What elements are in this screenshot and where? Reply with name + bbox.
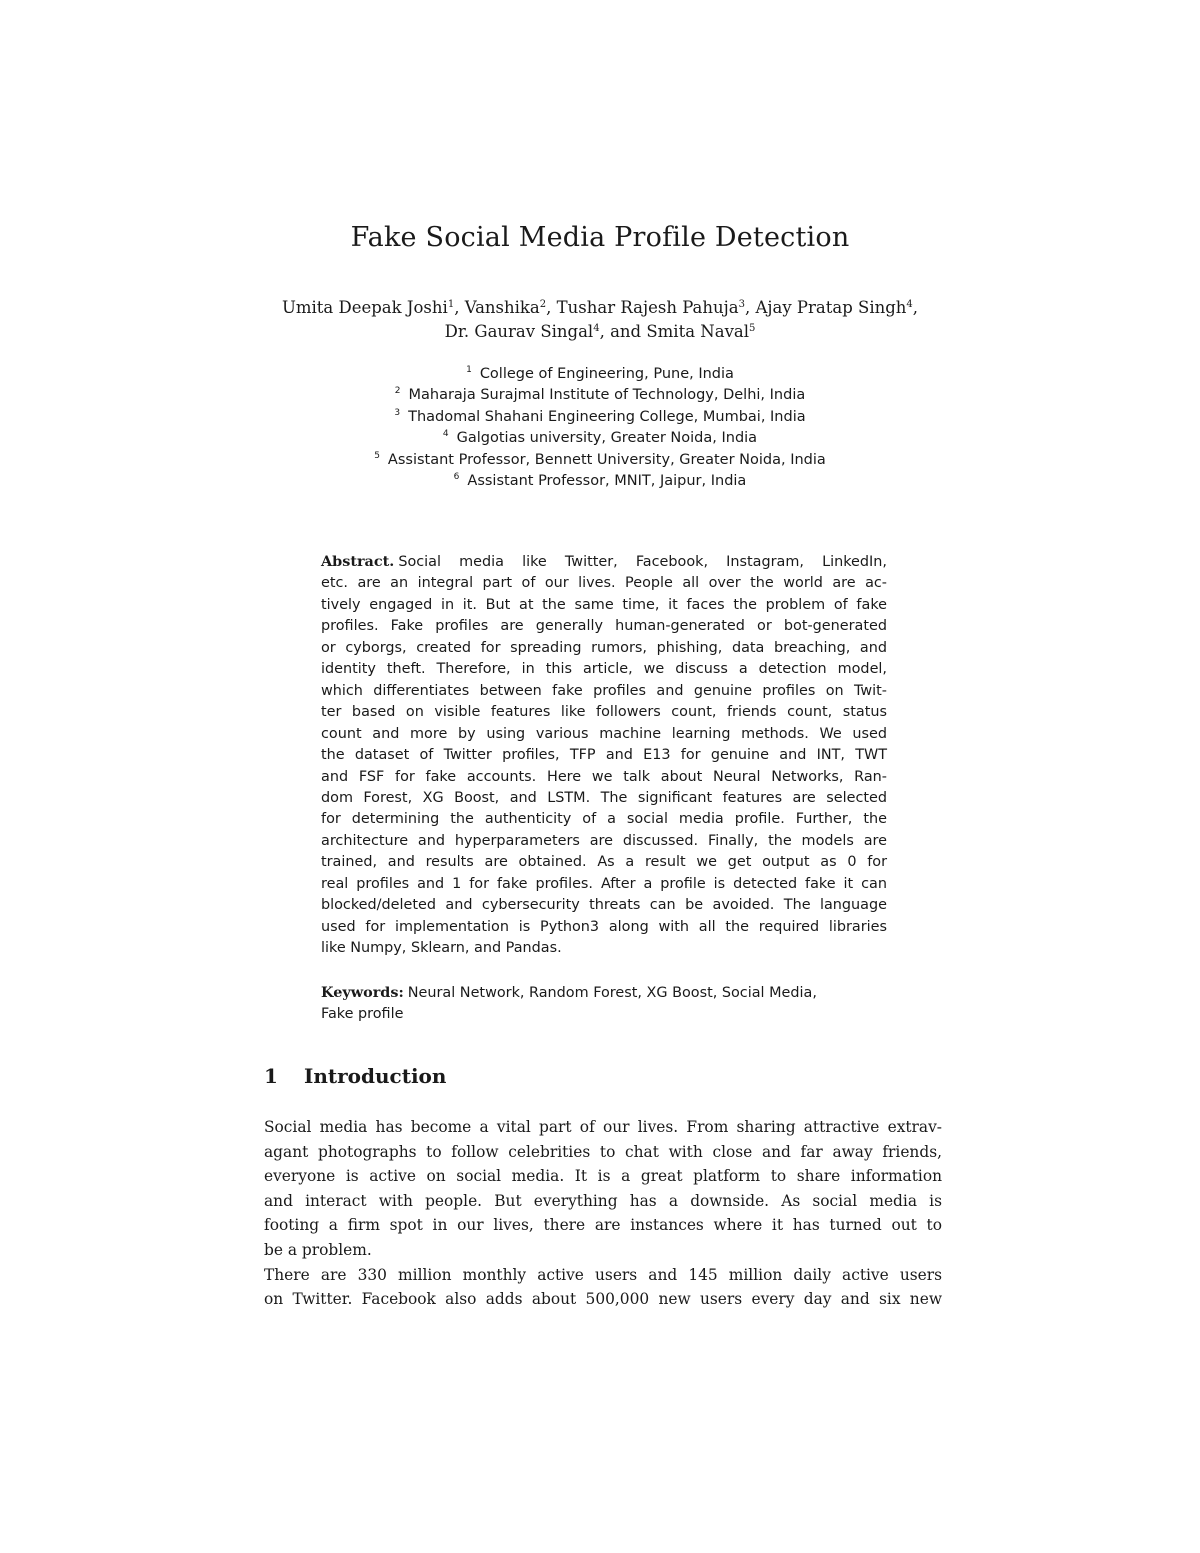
author-separator: , (546, 298, 557, 317)
keywords-text: Neural Network, Random Forest, XG Boost, Social Media, (407, 985, 817, 1001)
abstract-line-text: identity theft. Therefore, in this article, we discuss a detection model, (321, 661, 887, 678)
abstract-label: Abstract. (321, 553, 395, 570)
abstract-line (321, 831, 887, 852)
abstract-line (321, 724, 887, 745)
abstract-line (321, 788, 887, 809)
author-affiliation-mark: 3 (738, 299, 745, 310)
abstract-line-text: etc. are an integral part of our lives. People all over the world are ac- (321, 575, 887, 592)
abstract-line (321, 681, 887, 702)
affiliation-item (250, 407, 950, 428)
introduction-line: footing a firm spot in our lives, there are instances where it has turned out to (264, 1216, 942, 1235)
abstract-line (321, 745, 887, 766)
affiliation-text: Maharaja Surajmal Institute of Technology, Delhi, India (408, 387, 806, 404)
introduction-line: agant photographs to follow celebrities to chat with close and far away friends, (264, 1142, 942, 1161)
affiliation-text: College of Engineering, Pune, India (479, 366, 734, 382)
author-affiliation-mark: 2 (539, 299, 547, 310)
introduction-body (264, 1115, 942, 1312)
abstract-line-text: tively engaged in it. But at the same time, it faces the problem of fake (321, 596, 887, 613)
abstract-line (321, 895, 887, 916)
abstract-line-text: like Numpy, Sklearn, and Pandas. (321, 940, 562, 957)
author-name: Ajay Pratap Singh (755, 298, 907, 317)
abstract-line (321, 852, 887, 873)
keywords-line-1 (321, 982, 887, 1004)
author-separator: , (454, 298, 465, 317)
affiliation-item (250, 364, 950, 385)
author-separator: , (744, 298, 756, 317)
introduction-line: There are 330 million monthly active users and 145 million daily active users (264, 1265, 942, 1284)
affiliation-mark: 1 (466, 365, 472, 375)
affiliation-mark: 2 (394, 386, 401, 397)
abstract-line-text: dom Forest, XG Boost, and LSTM. The significant features are selected (321, 789, 887, 806)
affiliation-mark: 6 (453, 472, 460, 483)
abstract-line-text: used for implementation is Python3 along with all the required libraries (321, 918, 887, 935)
author-list (240, 296, 960, 344)
introduction-line: on Twitter. Facebook also adds about 500,000 new users every day and six new (264, 1290, 942, 1309)
affiliation-mark: 5 (374, 450, 380, 461)
abstract-line (321, 659, 887, 680)
author-affiliation-mark: 4 (593, 323, 600, 334)
paper-title: Fake Social Media Profile Detection (350, 222, 850, 253)
abstract-line-text: blocked/deleted and cybersecurity threats can be avoided. The language (321, 897, 887, 914)
abstract-line (321, 551, 887, 573)
abstract-line-text: ter based on visible features like followers count, friends count, status (321, 704, 887, 721)
introduction-line: and interact with people. But everything has a downside. As social media is (264, 1191, 942, 1210)
abstract-line-text: the dataset of Twitter profiles, TFP and E13 for genuine and INT, TWT (321, 747, 887, 764)
author-affiliation-mark: 1 (447, 299, 455, 310)
author-name: Smita Naval (646, 322, 750, 341)
abstract-line-text: architecture and hyperparameters are discussed. Finally, the models are (321, 832, 887, 849)
affiliation-mark: 4 (442, 429, 449, 440)
abstract-line (321, 638, 887, 659)
section-title: Introduction (304, 1064, 447, 1088)
keywords-label: Keywords: (321, 984, 404, 1001)
abstract-line-text: which differentiates between fake profiles and genuine profiles on Twit- (321, 682, 887, 699)
affiliation-text: Galgotias university, Greater Noida, India (456, 430, 758, 447)
abstract-line-text: count and more by using various machine learning methods. We used (321, 725, 887, 742)
abstract-line-text: real profiles and 1 for fake profiles. After a profile is detected fake it can (321, 875, 887, 892)
affiliation-list (250, 364, 950, 492)
abstract (321, 551, 887, 960)
author-line-2 (240, 320, 960, 344)
abstract-line (321, 767, 887, 788)
abstract-line (321, 595, 887, 616)
author-name: Vanshika (464, 298, 540, 317)
abstract-line-text: Social media like Twitter, Facebook, Instagram, LinkedIn, (398, 554, 887, 570)
abstract-line (321, 573, 887, 594)
introduction-line: Social media has become a vital part of our lives. From sharing attractive extrav- (264, 1118, 942, 1136)
affiliation-mark: 3 (394, 407, 401, 418)
introduction-line: everyone is active on social media. It is a great platform to share information (264, 1167, 942, 1186)
abstract-line-text: trained, and results are obtained. As a result we get output as 0 for (321, 854, 887, 871)
author-separator: , and (599, 322, 647, 341)
abstract-line-text: or cyborgs, created for spreading rumors, phishing, data breaching, and (321, 639, 887, 656)
author-name: Dr. Gaurav Singal (444, 322, 594, 341)
author-name: Tushar Rajesh Pahuja (556, 298, 739, 317)
affiliation-text: Thadomal Shahani Engineering College, Mumbai, India (408, 408, 806, 425)
abstract-line (321, 616, 887, 637)
section-heading (264, 1064, 446, 1088)
introduction-line: be a problem. (264, 1240, 372, 1259)
abstract-line-text: and FSF for fake accounts. Here we talk about Neural Networks, Ran- (321, 768, 887, 785)
abstract-line (321, 702, 887, 723)
abstract-line (321, 874, 887, 895)
author-affiliation-mark: 4 (906, 299, 913, 310)
affiliation-item (250, 450, 950, 471)
keywords (321, 982, 887, 1026)
abstract-line (321, 809, 887, 830)
abstract-line-text: profiles. Fake profiles are generally human-generated or bot-generated (321, 618, 887, 635)
affiliation-item (250, 385, 950, 406)
author-line-1 (240, 296, 960, 320)
author-affiliation-mark: 5 (749, 323, 756, 334)
keywords-line-2: Fake profile (321, 1006, 404, 1023)
affiliation-item (250, 428, 950, 449)
affiliation-item (250, 471, 950, 492)
author-separator: , (912, 298, 919, 317)
abstract-line (321, 938, 887, 959)
author-name: Umita Deepak Joshi (281, 298, 448, 317)
affiliation-text: Assistant Professor, MNIT, Jaipur, India (467, 473, 747, 490)
affiliation-text: Assistant Professor, Bennett University, Greater Noida, India (387, 451, 826, 468)
section-number: 1 (264, 1064, 278, 1088)
abstract-line-text: for determining the authenticity of a social media profile. Further, the (321, 811, 887, 828)
abstract-line (321, 917, 887, 938)
